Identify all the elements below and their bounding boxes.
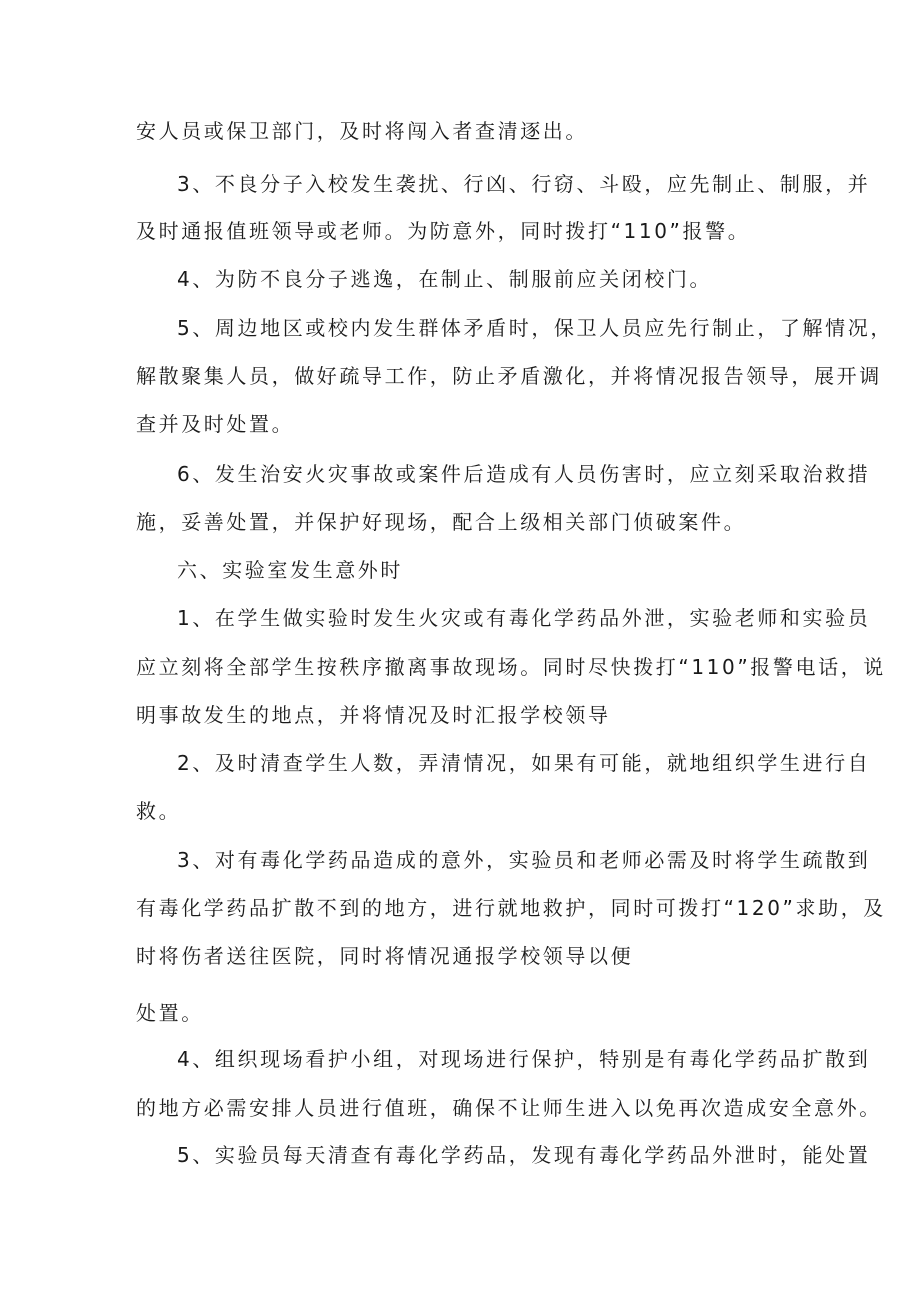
section-heading: 六、实验室发生意外时: [177, 558, 403, 582]
text-line: 1、在学生做实验时发生火灾或有毒化学药品外泄，实验老师和实验员: [177, 606, 871, 630]
text-line: 及时通报值班领导或老师。为防意外，同时拨打“110”报警。: [136, 219, 751, 243]
text-line: 6、发生治安火灾事故或案件后造成有人员伤害时，应立刻采取治救措: [177, 462, 871, 486]
text-line: 应立刻将全部学生按秩序撤离事故现场。同时尽快拨打“110”报警电话，说: [136, 655, 886, 679]
text-line: 2、及时清查学生人数，弄清情况，如果有可能，就地组织学生进行自: [177, 751, 871, 775]
text-line: 5、实验员每天清查有毒化学药品，发现有毒化学药品外泄时，能处置: [177, 1143, 871, 1167]
text-line: 3、不良分子入校发生袭扰、行凶、行窃、斗殴，应先制止、制服，并: [177, 172, 871, 196]
text-line: 4、组织现场看护小组，对现场进行保护，特别是有毒化学药品扩散到: [177, 1047, 871, 1071]
text-line: 5、周边地区或校内发生群体矛盾时，保卫人员应先行制止，了解情况，: [177, 316, 893, 340]
text-line: 时将伤者送往医院，同时将情况通报学校领导以便: [136, 944, 634, 968]
text-line: 查并及时处置。: [136, 412, 295, 436]
text-line: 的地方必需安排人员进行值班，确保不让师生进入以免再次造成安全意外。: [136, 1096, 882, 1120]
text-line: 有毒化学药品扩散不到的地方，进行就地救护，同时可拨打“120”求助，及: [136, 896, 886, 920]
text-line: 解散聚集人员，做好疏导工作，防止矛盾激化，并将情况报告领导，展开调: [136, 364, 882, 388]
text-line: 3、对有毒化学药品造成的意外，实验员和老师必需及时将学生疏散到: [177, 848, 871, 872]
text-line: 安人员或保卫部门，及时将闯入者查清逐出。: [136, 119, 588, 143]
text-line: 处置。: [136, 1001, 204, 1025]
text-line: 4、为防不良分子逃逸，在制止、制服前应关闭校门。: [177, 267, 713, 291]
text-line: 明事故发生的地点，并将情况及时汇报学校领导: [136, 703, 611, 727]
text-line: 施，妥善处置，并保护好现场，配合上级相关部门侦破案件。: [136, 510, 747, 534]
text-line: 救。: [136, 799, 182, 823]
